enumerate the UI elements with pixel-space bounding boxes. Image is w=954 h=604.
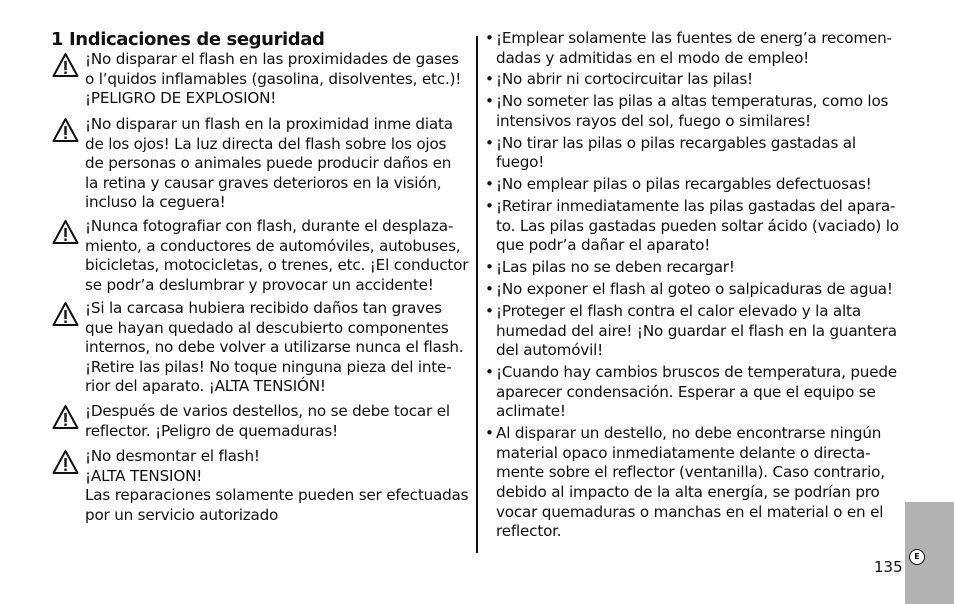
bullet-dot: •	[485, 258, 494, 277]
text-line: dadas y admitidas en el modo de empleo!	[496, 48, 810, 67]
text-line: que podr’a dañar el aparato!	[496, 236, 711, 255]
warning-text	[85, 402, 477, 441]
warning-triangle-icon	[52, 301, 79, 327]
bullet-item	[485, 134, 905, 173]
warning-triangle-icon	[52, 219, 79, 245]
text-line: ¡No tirar las pilas o pilas recargables gastadas al	[496, 133, 856, 152]
bullet-dot: •	[485, 29, 494, 47]
text-line: ¡No someter las pilas a altas temperaturas, como los	[496, 92, 889, 111]
bullet-dot: •	[485, 92, 494, 111]
text-line: intensivos rayos del sol, fuego o similares!	[496, 111, 811, 130]
bullet-item	[485, 197, 905, 256]
text-line: por un servicio autorizado	[85, 505, 279, 524]
text-line: ¡Después de varios destellos, no se debe tocar el	[85, 402, 450, 420]
warning-triangle-icon	[52, 449, 79, 475]
warning-text	[85, 217, 477, 295]
text-line: ¡No desmontar el flash!	[85, 447, 260, 465]
bullet-dot: •	[485, 175, 494, 194]
bullet-item	[485, 92, 905, 131]
text-line: ¡ALTA TENSION!	[85, 466, 203, 485]
text-line: miento, a conductores de automóviles, autobuses,	[85, 236, 461, 255]
text-line: ¡No disparar un flash en la proximidad inme diata	[85, 115, 453, 133]
bullet-item	[485, 302, 905, 361]
text-line: del automóvil!	[496, 341, 604, 360]
warning-text	[85, 50, 477, 109]
bullet-item	[485, 175, 905, 195]
bullet-dot: •	[485, 133, 494, 152]
text-line: ¡Retire las pilas! No toque ninguna pieza del inte-	[85, 357, 452, 376]
text-line: de los ojos! La luz directa del flash sobre los ojos	[85, 134, 447, 153]
text-line: la retina y causar graves deterioros en la visión,	[85, 173, 442, 192]
page-number: 135	[874, 558, 903, 576]
text-line: ¡No disparar el flash en las proximidades de gases	[85, 50, 459, 68]
bullet-dot: •	[485, 363, 494, 382]
text-line: Las reparaciones solamente pueden ser efectuadas	[85, 486, 469, 505]
text-line: internos, no debe volver a utilizarse nunca el flash.	[85, 338, 464, 357]
column-divider	[476, 36, 478, 553]
warning-text	[85, 299, 477, 397]
text-line: ¡No emplear pilas o pilas recargables defectuosas!	[496, 175, 872, 194]
text-line: Al disparar un destello, no debe encontrarse ningún	[496, 424, 882, 443]
text-line: fuego!	[496, 153, 545, 172]
section-title: 1 Indicaciones de seguridad	[51, 29, 325, 50]
bullet-dot: •	[485, 197, 494, 216]
warning-triangle-icon	[52, 404, 79, 430]
warning-triangle-icon	[52, 117, 79, 143]
text-line: incluso la ceguera!	[85, 193, 226, 212]
text-line: material opaco inmediatamente delante o directa-	[496, 443, 871, 462]
text-line: que hayan quedado al descubierto componentes	[85, 318, 449, 337]
bullet-item	[485, 258, 905, 278]
warning-text	[85, 447, 477, 525]
text-line: vocar quemaduras o manchas en el material o en el	[496, 502, 884, 521]
text-line: mente sobre el reflector (ventanilla). Caso contrario,	[496, 463, 885, 482]
text-line: de personas o animales puede producir daños en	[85, 154, 452, 173]
bullet-item	[485, 70, 905, 90]
text-line: ¡Cuando hay cambios bruscos de temperatura, puede	[496, 363, 897, 382]
text-line: aclimate!	[496, 402, 566, 421]
bullet-dot: •	[485, 280, 494, 299]
bullet-dot: •	[485, 424, 494, 443]
text-line: ¡Emplear solamente las fuentes de energ’a recomen-	[496, 29, 892, 47]
bullet-item	[485, 363, 905, 422]
text-line: se podr’a deslumbrar y provocar un accidente!	[85, 275, 434, 294]
text-line: ¡PELIGRO DE EXPLOSION!	[85, 89, 277, 108]
bullet-item	[485, 29, 905, 68]
text-line: to. Las pilas gastadas pueden soltar ácido (vaciado) lo	[496, 216, 899, 235]
text-line: bicicletas, motocicletas, o trenes, etc. ¡El conductor	[85, 256, 469, 275]
text-line: ¡No exponer el flash al goteo o salpicaduras de agua!	[496, 280, 893, 299]
bullet-item	[485, 424, 905, 542]
text-line: ¡Las pilas no se deben recargar!	[496, 258, 735, 277]
text-line: rior del aparato. ¡ALTA TENSIÓN!	[85, 377, 326, 396]
bullet-item	[485, 280, 905, 300]
text-line: reflector. ¡Peligro de quemaduras!	[85, 421, 338, 440]
text-line: ¡Si la carcasa hubiera recibido daños tan graves	[85, 299, 442, 317]
bullet-dot: •	[485, 70, 494, 89]
text-line: aparecer condensación. Esperar a que el equipo se	[496, 382, 876, 401]
text-line: debido al impacto de la alta energía, se podrían pro	[496, 483, 880, 502]
text-line: ¡Nunca fotografiar con flash, durante el desplaza-	[85, 217, 454, 235]
warning-triangle-icon	[52, 52, 79, 78]
language-badge: E	[909, 549, 925, 565]
text-line: ¡Proteger el flash contra el calor elevado y la alta	[496, 302, 861, 321]
text-line: o l’quidos inflamables (gasolina, disolventes, etc.)!	[85, 69, 462, 88]
text-line: reflector.	[496, 522, 562, 541]
bullet-list	[485, 29, 905, 544]
text-line: humedad del aire! ¡No guardar el flash en la guantera	[496, 321, 897, 340]
text-line: ¡Retirar inmediatamente las pilas gastadas del apara-	[496, 197, 896, 216]
bullet-dot: •	[485, 302, 494, 321]
text-line: ¡No abrir ni cortocircuitar las pilas!	[496, 70, 753, 89]
warning-text	[85, 115, 477, 213]
